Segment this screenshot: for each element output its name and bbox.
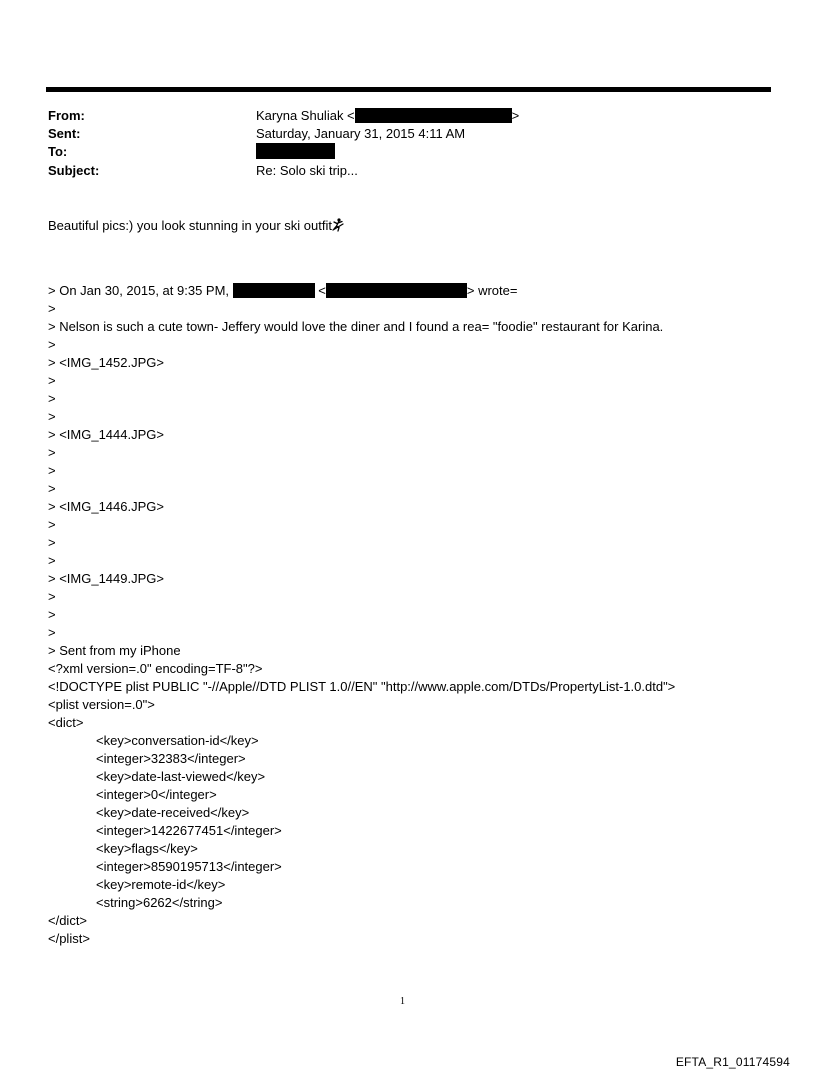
text-line: >: [48, 445, 56, 460]
text-line: > <IMG_1452.JPG>: [48, 355, 164, 370]
text-line: > Sent from my iPhone: [48, 643, 181, 658]
text-line: > <IMG_1444.JPG>: [48, 427, 164, 442]
quoted-message: [48, 282, 675, 948]
text-line: >: [48, 535, 56, 550]
text-line: >: [48, 409, 56, 424]
redaction-bar: [326, 283, 467, 298]
skier-icon: [332, 218, 344, 232]
from-name: Karyna Shuliak <: [256, 108, 355, 123]
sent-label: Sent:: [48, 126, 81, 141]
header-rule: [46, 87, 771, 92]
text-line: <plist version=.0">: [48, 697, 155, 712]
text-line: >: [48, 607, 56, 622]
plist-line: <string>6262</string>: [96, 895, 223, 910]
plist-line: <integer>8590195713</integer>: [96, 859, 282, 874]
text-line: <?xml version=.0" encoding=TF-8"?>: [48, 661, 263, 676]
plist-line: <key>date-received</key>: [96, 805, 250, 820]
plist-line: <key>conversation-id</key>: [96, 733, 259, 748]
text-line: >: [48, 391, 56, 406]
page-number: 1: [400, 996, 405, 1007]
subject-label: Subject:: [48, 163, 100, 178]
text-line: >: [48, 337, 56, 352]
text-line: > <IMG_1449.JPG>: [48, 571, 164, 586]
reply-text: [48, 217, 344, 235]
text-line: > <IMG_1446.JPG>: [48, 499, 164, 514]
plist-line: <integer>32383</integer>: [96, 751, 246, 766]
text-line: <dict>: [48, 715, 84, 730]
from-label: From:: [48, 108, 85, 123]
redaction-bar: [233, 283, 315, 298]
sent-value: Saturday, January 31, 2015 4:11 AM: [256, 126, 466, 141]
document-id: EFTA_R1_01174594: [675, 1055, 790, 1069]
text-line: >: [48, 301, 56, 316]
to-label: To:: [48, 144, 68, 159]
text-line: >: [48, 481, 56, 496]
from-close: >: [511, 108, 520, 123]
text-line: >: [48, 517, 56, 532]
subject-value: Re: Solo ski trip...: [256, 163, 358, 178]
quote-intro: > On Jan 30, 2015, at 9:35 PM, < > wrote=: [48, 283, 518, 298]
text-line: >: [48, 373, 56, 388]
redaction-bar: [355, 108, 512, 123]
plist-line: <integer>0</integer>: [96, 787, 217, 802]
reply-body: Beautiful pics:) you look stunning in your ski outfit: [48, 218, 332, 233]
plist-line: <key>flags</key>: [96, 841, 198, 856]
redaction-bar: [256, 143, 335, 159]
text-line: </dict>: [48, 913, 88, 928]
text-line: >: [48, 589, 56, 604]
to-value: [256, 143, 335, 161]
text-line: >: [48, 625, 56, 640]
plist-line: <key>remote-id</key>: [96, 877, 226, 892]
text-line: <!DOCTYPE plist PUBLIC "-//Apple//DTD PLIST 1.0//EN" "http://www.apple.com/DTDs/PropertyList-1.0.dtd">: [48, 679, 676, 694]
text-line: >: [48, 553, 56, 568]
from-value: [256, 107, 519, 125]
text-line: >: [48, 463, 56, 478]
text-line: > Nelson is such a cute town- Jeffery would love the diner and I found a rea= "foodie" restaurant for Karina.: [48, 319, 664, 334]
plist-line: <key>date-last-viewed</key>: [96, 769, 266, 784]
text-line: </plist>: [48, 931, 90, 946]
plist-line: <integer>1422677451</integer>: [96, 823, 282, 838]
